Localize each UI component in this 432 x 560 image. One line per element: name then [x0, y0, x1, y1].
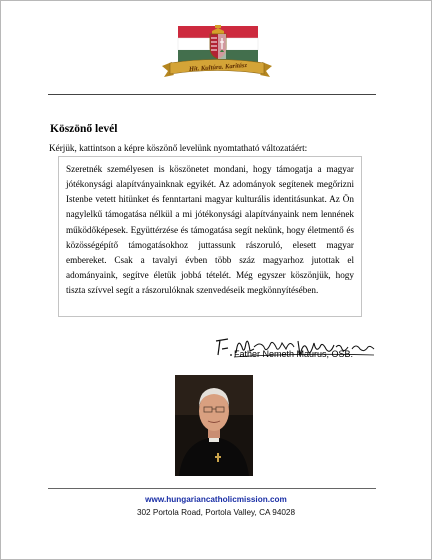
website-link[interactable]: www.hungariancatholicmission.com: [145, 495, 287, 504]
signer-name: Father Nemeth Maurus, OSB.: [234, 349, 354, 359]
footer-address: 302 Portola Road, Portola Valley, CA 94028: [136, 508, 296, 517]
intro-text: Kérjük, kattintson a képre köszönő levelünk nyomtatható változatáért:: [49, 143, 308, 153]
hungarian-flag-logo[interactable]: [158, 22, 276, 84]
logo-motto: Hit. Kultúra. Karitász: [188, 61, 248, 74]
header-divider: [48, 94, 376, 95]
letter-heading: Köszönő levél: [50, 123, 118, 135]
letter-paragraph: Szeretnék személyesen is köszönetet mondani, hogy támogatja a magyar jótékonysági alapítványainknak egyikét. Az adományok segítenek megőrizni Istenbe vetett hitünket és fenntartani magyar kulturális identitásunkat. Az Ön nagylelkű támogatása nélkül a mi jótékonysági alapítványaink nem lennének működőképesek. Együttérzése és támogatása segít nekünk, hogy életmentő és közösségépítő támogatásokhoz juttassunk rászoruló, elesett magyar embereket. Csak a tavalyi évben több száz magyarhoz jutottak el adományaink, segítve életük jobbá tételét. Még egyszer köszönjük, hogy tiszta szívvel segít a rászorulóknak szenvedéseik megkönnyítésében.: [66, 164, 354, 296]
portrait-photo: [175, 375, 253, 476]
footer-divider: [48, 488, 376, 489]
letter-body: [66, 162, 354, 298]
